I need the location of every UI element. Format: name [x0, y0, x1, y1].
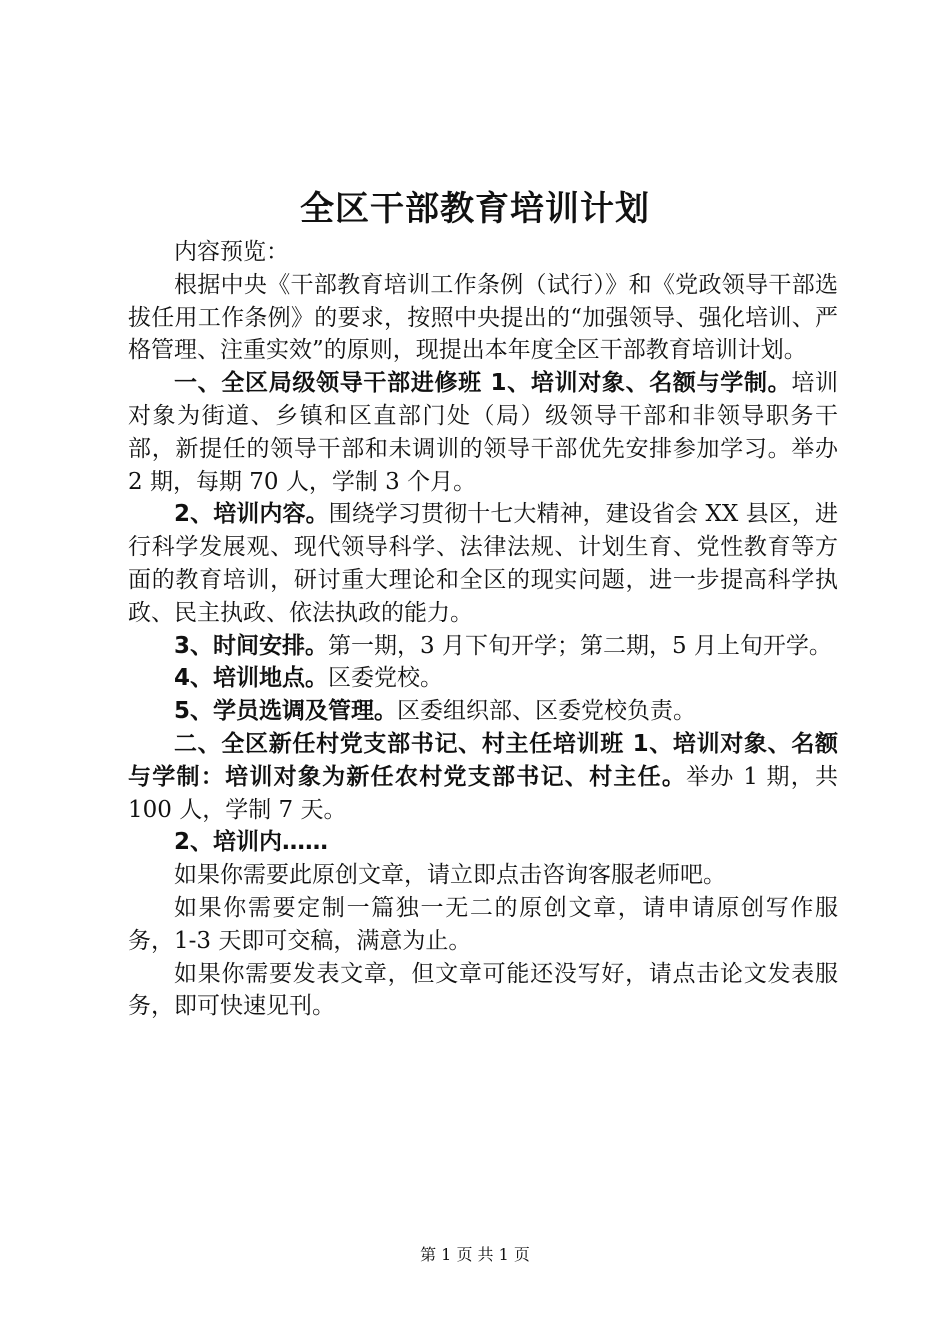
bold-text-run: 5、学员选调及管理。	[174, 698, 398, 725]
bold-text-run: 二、全区新任村党支部书记、村主任培训班 1、培训对象、名额与学制：培训对象为新任农村党支部书记、村主任。	[128, 730, 838, 790]
body-paragraph	[128, 892, 838, 958]
body-paragraph	[128, 269, 838, 367]
text-run: 如果你需要发表文章，但文章可能还没写好，请点击论文发表服务，即可快速见刊。	[128, 960, 838, 1020]
body-paragraph	[128, 958, 838, 1024]
body-paragraph	[128, 859, 838, 892]
body-paragraph	[128, 367, 838, 498]
body-paragraph	[128, 630, 838, 663]
text-run: 内容预览：	[174, 239, 289, 265]
bold-text-run: 4、培训地点。	[174, 665, 329, 692]
body-paragraph	[128, 695, 838, 728]
body-paragraph	[128, 662, 838, 695]
text-run: 培训对象为街道、乡镇和区直部门处（局）级领导干部和非领导职务干部，新提任的领导干部和未调训的领导干部优先安排参加学习。举办 2 期，每期 70 人，学制 3 个月。	[128, 370, 839, 495]
text-run: 第一期，3 月下旬开学；第二期，5 月上旬开学。	[328, 632, 832, 659]
body-paragraph	[128, 236, 838, 269]
text-run: 根据中央《干部教育培训工作条例（试行）》和《党政领导干部选拔任用工作条例》的要求，按照中央提出的“加强领导、强化培训、严格管理、注重实效”的原则，现提出本年度全区干部教育培训计划。	[128, 271, 838, 364]
text-run: 举办 1 期，共 100 人，学制 7 天。	[128, 763, 838, 823]
document-title: 全区干部教育培训计划	[300, 189, 650, 229]
text-run: 如果你需要定制一篇独一无二的原创文章，请申请原创写作服务，1-3 天即可交稿，满意为止。	[128, 894, 838, 954]
text-run: 区委组织部、区委党校负责。	[397, 698, 697, 725]
document-body	[128, 236, 838, 1023]
bold-text-run: 2、培训内……	[174, 829, 329, 856]
bold-text-run: 一、全区局级领导干部进修班 1、培训对象、名额与学制。	[174, 370, 792, 397]
text-run: 区委党校。	[328, 665, 444, 692]
body-paragraph	[128, 498, 838, 629]
body-paragraph	[128, 826, 838, 859]
bold-text-run: 3、时间安排。	[174, 632, 329, 659]
text-run: 如果你需要此原创文章，请立即点击咨询客服老师吧。	[174, 862, 726, 889]
page-footer: 第 1 页 共 1 页	[420, 1245, 530, 1264]
body-paragraph	[128, 728, 838, 826]
bold-text-run: 2、培训内容。	[174, 501, 329, 528]
text-run: 围绕学习贯彻十七大精神，建设省会 XX 县区，进行科学发展观、现代领导科学、法律法规、计划生育、党性教育等方面的教育培训，研讨重大理论和全区的现实问题，进一步提高科学执政、民主执政、依法执政的能力。	[128, 501, 838, 626]
